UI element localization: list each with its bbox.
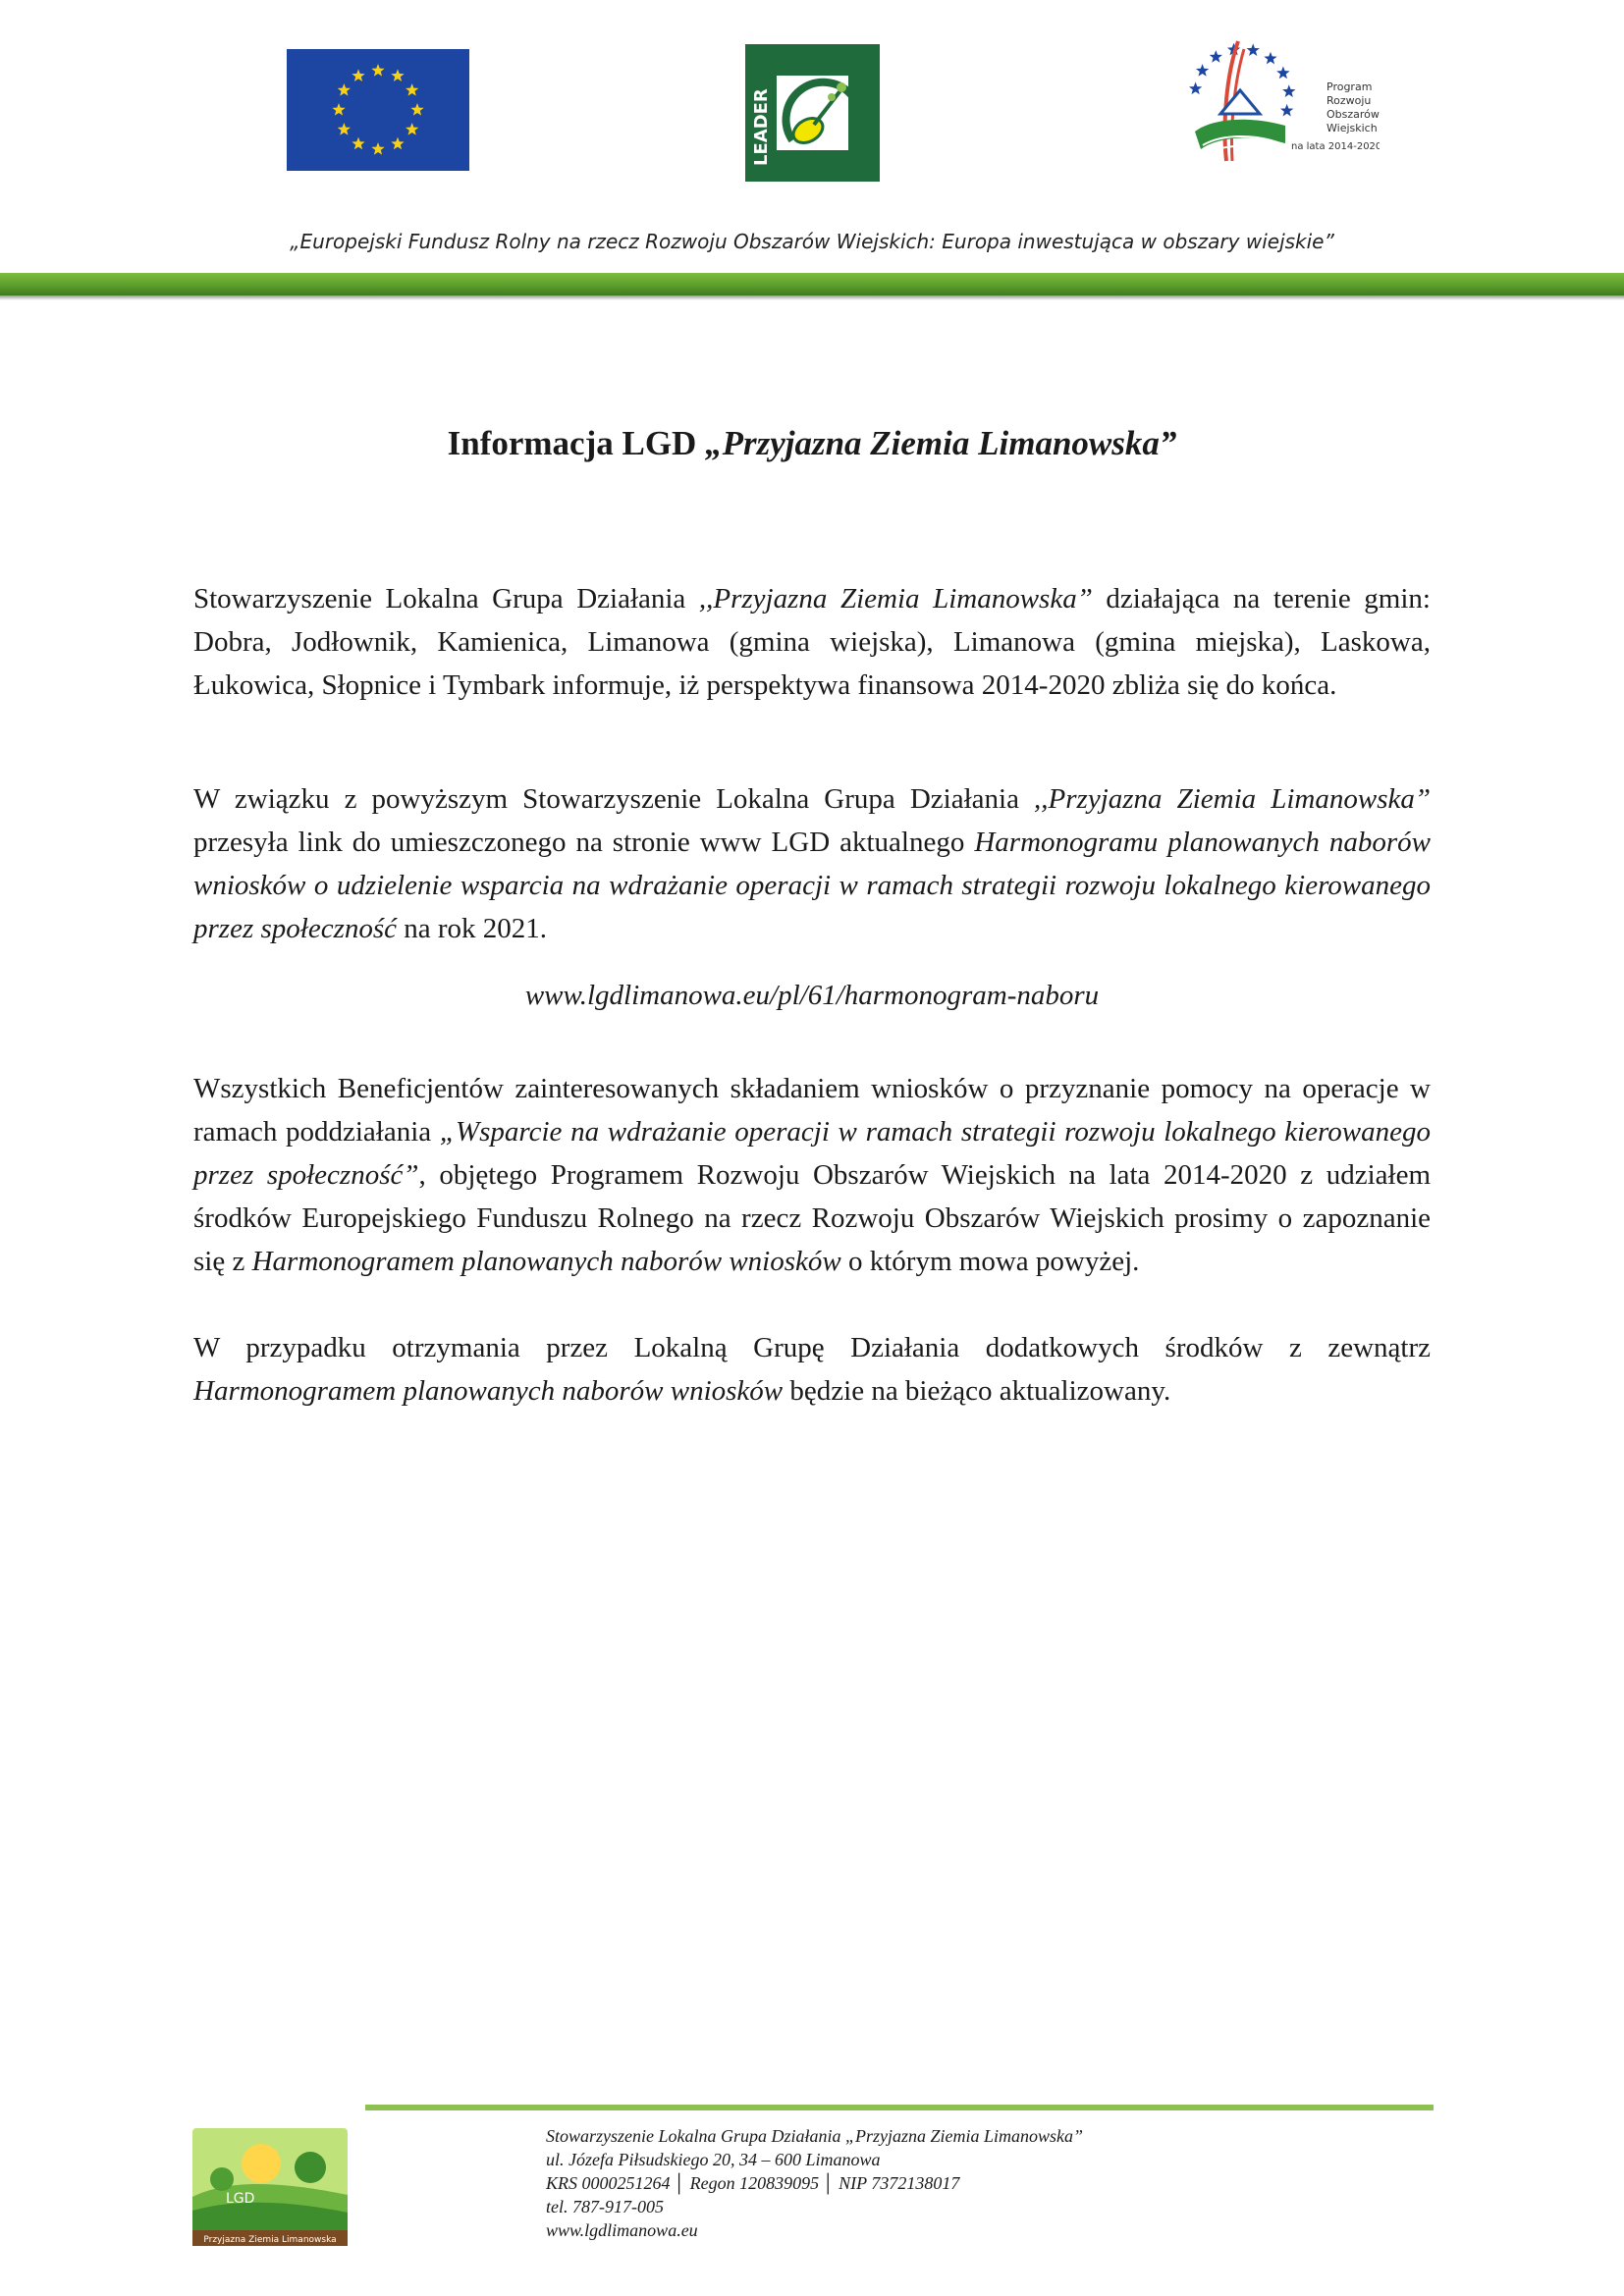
- p3-text-a: Wszystkich Beneficjentów zainteresowanych składaniem wniosków o przyznanie pomocy na operacje w ramach poddziałania: [193, 1073, 1431, 1148]
- p1-text-c: działająca na terenie gmin: Dobra, Jodłownik, Kamienica, Limanowa (gmina wiejska), Limanowa (gmina miejska), Laskowa, Łukowica, Słopnice i Tymbark informuje, iż perspektywa finansowa 2014-2020 zbliża się do końca.: [193, 583, 1431, 701]
- lgd-emblem-icon: [192, 2128, 348, 2246]
- eu-star-icon: [332, 103, 345, 116]
- prow-text-2: Rozwoju: [1326, 94, 1372, 107]
- title-name: „Przyjazna Ziemia Limanowska”: [705, 424, 1177, 462]
- prow-emblem-icon: [1183, 35, 1380, 168]
- leader-logo-text: LEADER: [751, 88, 772, 166]
- eu-star-icon: [338, 123, 351, 135]
- prow-text-3: Obszarów: [1326, 108, 1380, 121]
- eu-star-icon: [371, 64, 384, 77]
- eu-stars-icon: [287, 49, 469, 171]
- p1-text-b: ,,Przyjazna Ziemia Limanowska”: [698, 583, 1093, 614]
- lgd-logo: [192, 2128, 348, 2246]
- prow-star-icon: [1276, 67, 1289, 80]
- prow-star-icon: [1210, 50, 1222, 63]
- header-tagline: „Europejski Fundusz Rolny na rzecz Rozwoju Obszarów Wiejskich: Europa inwestująca w obszary wiejskie”: [290, 230, 1334, 253]
- prow-star-icon: [1247, 43, 1260, 56]
- p2-text-d: Harmonogramu planowanych naborów wniosków o udzielenie wsparcia na wdrażanie operacji w ramach strategii rozwoju lokalnego kierowanego przez społeczność: [193, 827, 1431, 944]
- eu-star-icon: [406, 83, 418, 96]
- lgd-logo-text: LGD: [226, 2191, 255, 2207]
- p1-text-a: Stowarzyszenie Lokalna Grupa Działania: [193, 583, 699, 614]
- eu-flag-logo: [287, 49, 469, 171]
- p2-text-b: ,,Przyjazna Ziemia Limanowska”: [1034, 783, 1431, 815]
- footer-street: ul. Józefa Piłsudskiego 20, 34 – 600 Limanowa: [546, 2150, 881, 2169]
- leader-logo: [745, 44, 880, 182]
- prow-star-icon: [1189, 81, 1202, 94]
- prow-text-4: Wiejskich: [1326, 122, 1378, 134]
- paragraph-schedule: [193, 777, 1431, 950]
- footer-address: [546, 2124, 1083, 2242]
- p3-text-c: , objętego Programem Rozwoju Obszarów Wiejskich na lata 2014-2020 z udziałem środków Europejskiego Funduszu Rolnego na rzecz Rozwoju Obszarów Wiejskich prosimy o zapoznanie się z: [193, 1159, 1432, 1277]
- schedule-link[interactable]: www.lgdlimanowa.eu/pl/61/harmonogram-naboru: [524, 980, 1100, 1011]
- leader-emblem-icon: [747, 46, 878, 180]
- header-divider: [0, 273, 1624, 295]
- eu-star-icon: [406, 123, 418, 135]
- p2-text-e: na rok 2021.: [397, 913, 548, 944]
- eu-star-icon: [338, 83, 351, 96]
- title-prefix: Informacja LGD: [447, 424, 706, 462]
- eu-star-icon: [352, 137, 364, 150]
- p2-text-c: przesyła link do umieszczonego na stronie www LGD aktualnego: [193, 827, 975, 858]
- p3-text-d: Harmonogramem planowanych naborów wniosków: [251, 1246, 841, 1277]
- eu-star-icon: [352, 69, 364, 81]
- eu-star-icon: [410, 103, 423, 116]
- prow-logo: [1183, 35, 1380, 168]
- p4-text-c: będzie na bieżąco aktualizowany.: [783, 1375, 1171, 1407]
- prow-text-5: na lata 2014-2020: [1291, 141, 1380, 152]
- prow-star-icon: [1282, 84, 1295, 97]
- eu-star-icon: [391, 69, 404, 81]
- prow-star-icon: [1280, 104, 1293, 117]
- lgd-logo-caption: Przyjazna Ziemia Limanowska: [203, 2235, 337, 2245]
- prow-text-1: Program: [1326, 80, 1373, 93]
- eu-star-icon: [391, 137, 404, 150]
- paragraph-update: [193, 1326, 1431, 1413]
- p3-text-b: „Wsparcie na wdrażanie operacji w ramach strategii rozwoju lokalnego kierowanego przez społeczność”: [193, 1116, 1431, 1191]
- p2-text-a: W związku z powyższym Stowarzyszenie Lokalna Grupa Działania: [193, 783, 1035, 815]
- prow-star-icon: [1264, 52, 1276, 65]
- footer-org-name: Stowarzyszenie Lokalna Grupa Działania „Przyjazna Ziemia Limanowska”: [546, 2126, 1084, 2146]
- paragraph-intro: [193, 577, 1431, 707]
- footer-divider: [365, 2105, 1434, 2110]
- p4-text-a: W przypadku otrzymania przez Lokalną Grupę Działania dodatkowych środków z zewnątrz: [193, 1332, 1431, 1363]
- footer-website-link[interactable]: www.lgdlimanowa.eu: [546, 2220, 698, 2240]
- paragraph-beneficiaries: [193, 1067, 1431, 1283]
- p4-text-b: Harmonogramem planowanych naborów wniosków: [193, 1375, 784, 1407]
- footer-phone: tel. 787-917-005: [546, 2197, 664, 2216]
- prow-star-icon: [1196, 64, 1209, 77]
- footer-registry: KRS 0000251264 │ Regon 120839095 │ NIP 7372138017: [546, 2173, 960, 2193]
- eu-star-icon: [371, 142, 384, 155]
- p3-text-e: o którym mowa powyżej.: [840, 1246, 1140, 1277]
- page-title: [0, 424, 1624, 463]
